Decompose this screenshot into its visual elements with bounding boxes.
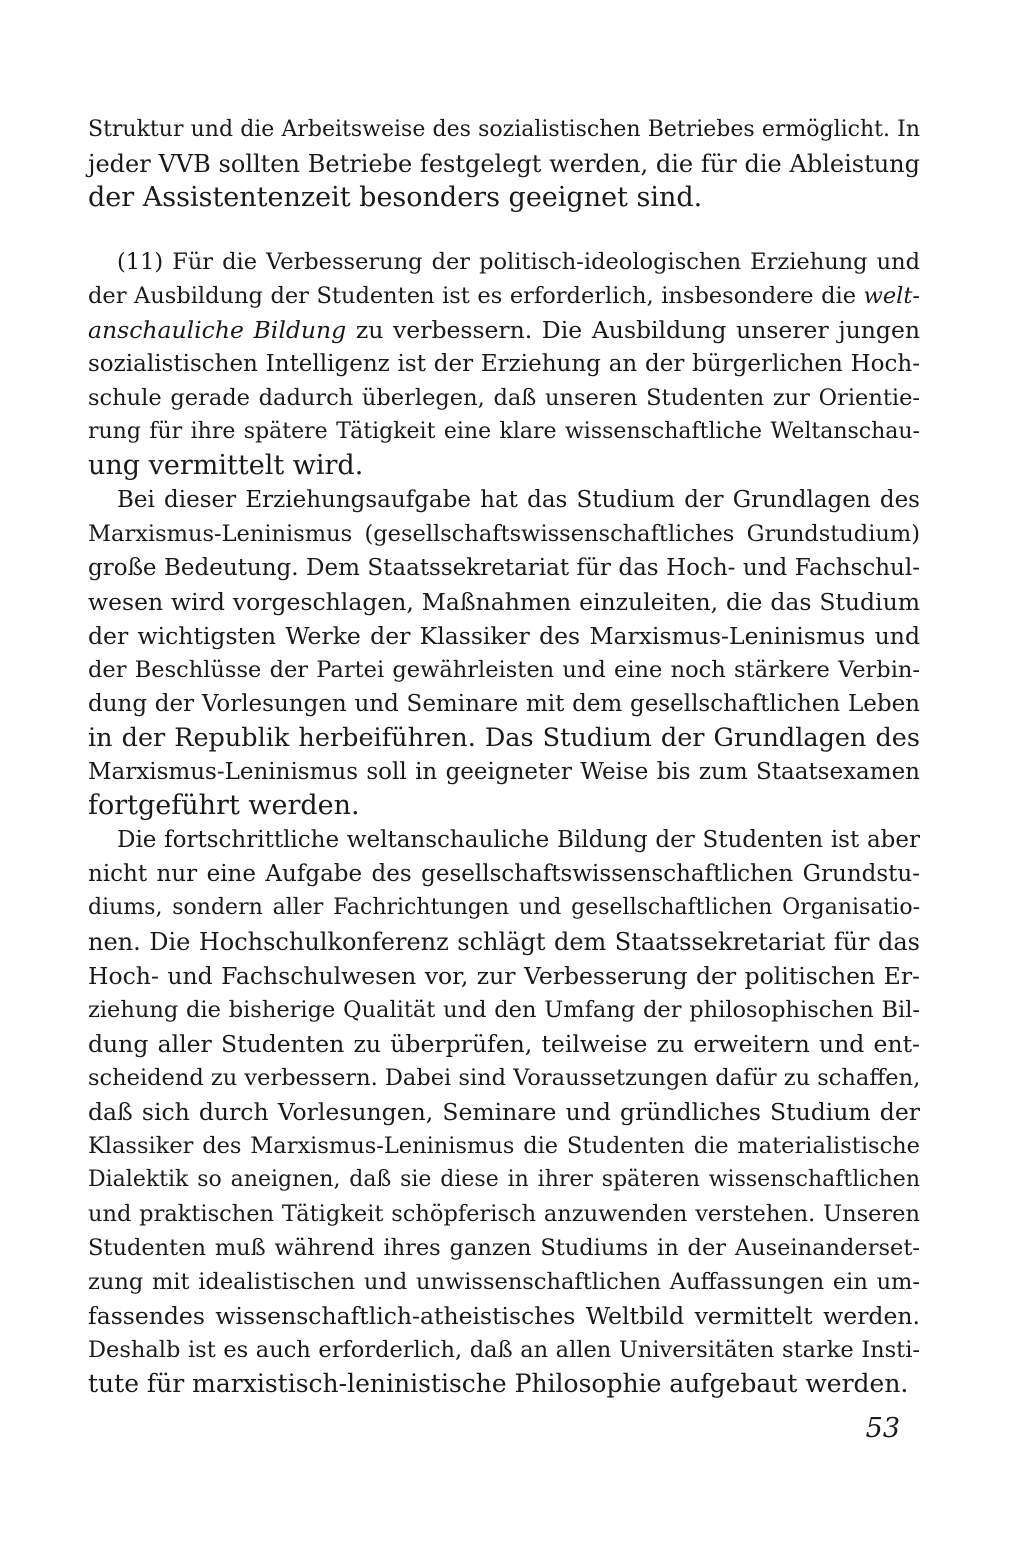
text-line: Deshalb ist es auch erforderlich, daß an allen Universitäten starke Insti-: [88, 1337, 920, 1363]
emphasis-text: anschauliche Bildung: [88, 316, 347, 344]
text-line: ziehung die bisherige Qualität und den Umfang der philosophischen Bil-: [88, 997, 920, 1023]
text-segment: der Ausbildung der Studenten ist es erforderlich, insbesondere die: [88, 283, 864, 309]
text-line: jeder VVB sollten Betriebe festgelegt werden, die für die Ableistung: [88, 150, 920, 178]
text-line: nen. Die Hochschulkonferenz schlägt dem Staatssekretariat für das: [88, 928, 920, 956]
text-segment: zu verbessern. Die Ausbildung unserer jungen: [346, 316, 920, 344]
text-line: dung aller Studenten zu überprüfen, teilweise zu erweitern und ent-: [88, 1030, 920, 1058]
text-line: große Bedeutung. Dem Staatssekretariat für das Hoch- und Fachschul-: [88, 555, 920, 581]
text-line: nicht nur eine Aufgabe des gesellschaftswissenschaftlichen Grundstu-: [88, 861, 920, 887]
text-line: [88, 279, 920, 313]
text-line: Marxismus-Leninismus soll in geeigneter Weise bis zum Staatsexamen: [88, 759, 920, 785]
text-line: rung für ihre spätere Tätigkeit eine klare wissenschaftliche Weltanschau-: [88, 419, 920, 444]
text-line: und praktischen Tätigkeit schöpferisch anzuwenden verstehen. Unseren: [88, 1201, 920, 1227]
text-line: Hoch- und Fachschulwesen vor, zur Verbesserung der politischen Er-: [88, 962, 920, 990]
text-line: daß sich durch Vorlesungen, Seminare und gründliches Studium der: [88, 1098, 920, 1126]
text-line: tute für marxistisch-leninistische Philosophie aufgebaut werden.: [88, 1369, 909, 1398]
text-line: in der Republik herbeiführen. Das Studium der Grundlagen des: [88, 723, 920, 753]
text-line: Die fortschrittliche weltanschauliche Bildung der Studenten ist aber: [117, 827, 920, 853]
text-line: sozialistischen Intelligenz ist der Erziehung an der bürgerlichen Hoch-: [88, 351, 920, 377]
text-line: schule gerade dadurch überlegen, daß unseren Studenten zur Orientie-: [88, 385, 920, 411]
page-number: 53: [865, 1413, 900, 1444]
text-line: Dialektik so aneignen, daß sie diese in ihrer späteren wissenschaftlichen: [88, 1167, 920, 1192]
text-line: Struktur und die Arbeitsweise des sozialistischen Betriebes ermöglicht. In: [88, 117, 920, 142]
text-line: (11) Für die Verbesserung der politisch-ideologischen Erziehung und: [117, 249, 920, 275]
text-line: wesen wird vorgeschlagen, Maßnahmen einzuleiten, die das Studium: [88, 588, 920, 616]
text-line: der Beschlüsse der Partei gewährleisten und eine noch stärkere Verbin-: [88, 657, 920, 683]
text-line: fortgeführt werden.: [88, 790, 360, 821]
text-line: scheidend zu verbessern. Dabei sind Voraussetzungen dafür zu schaffen,: [88, 1065, 921, 1091]
text-line: fassendes wissenschaftlich-atheistisches Weltbild vermittelt werden.: [88, 1302, 920, 1330]
text-line: Studenten muß während ihres ganzen Studiums in der Auseinanderset-: [88, 1235, 920, 1261]
text-line: der wichtigsten Werke der Klassiker des Marxismus-Leninismus und: [88, 622, 920, 650]
emphasis-text: welt-: [863, 283, 920, 309]
text-line: diums, sondern aller Fachrichtungen und gesellschaftlichen Organisatio-: [88, 895, 920, 920]
text-line: dung der Vorlesungen und Seminare mit dem gesellschaftlichen Leben: [88, 691, 920, 717]
text-line: zung mit idealistischen und unwissenschaftlichen Auffassungen ein um-: [88, 1269, 920, 1295]
text-line: [88, 313, 920, 347]
text-line: Bei dieser Erziehungsaufgabe hat das Studium der Grundlagen des: [117, 487, 920, 513]
text-line: ung vermittelt wird.: [88, 450, 364, 481]
text-line: Klassiker des Marxismus-Leninismus die Studenten die materialistische: [88, 1133, 920, 1159]
text-line: der Assistentenzeit besonders geeignet sind.: [88, 182, 703, 213]
text-line: Marxismus-Leninismus (gesellschaftswissenschaftliches Grundstudium): [88, 521, 920, 547]
